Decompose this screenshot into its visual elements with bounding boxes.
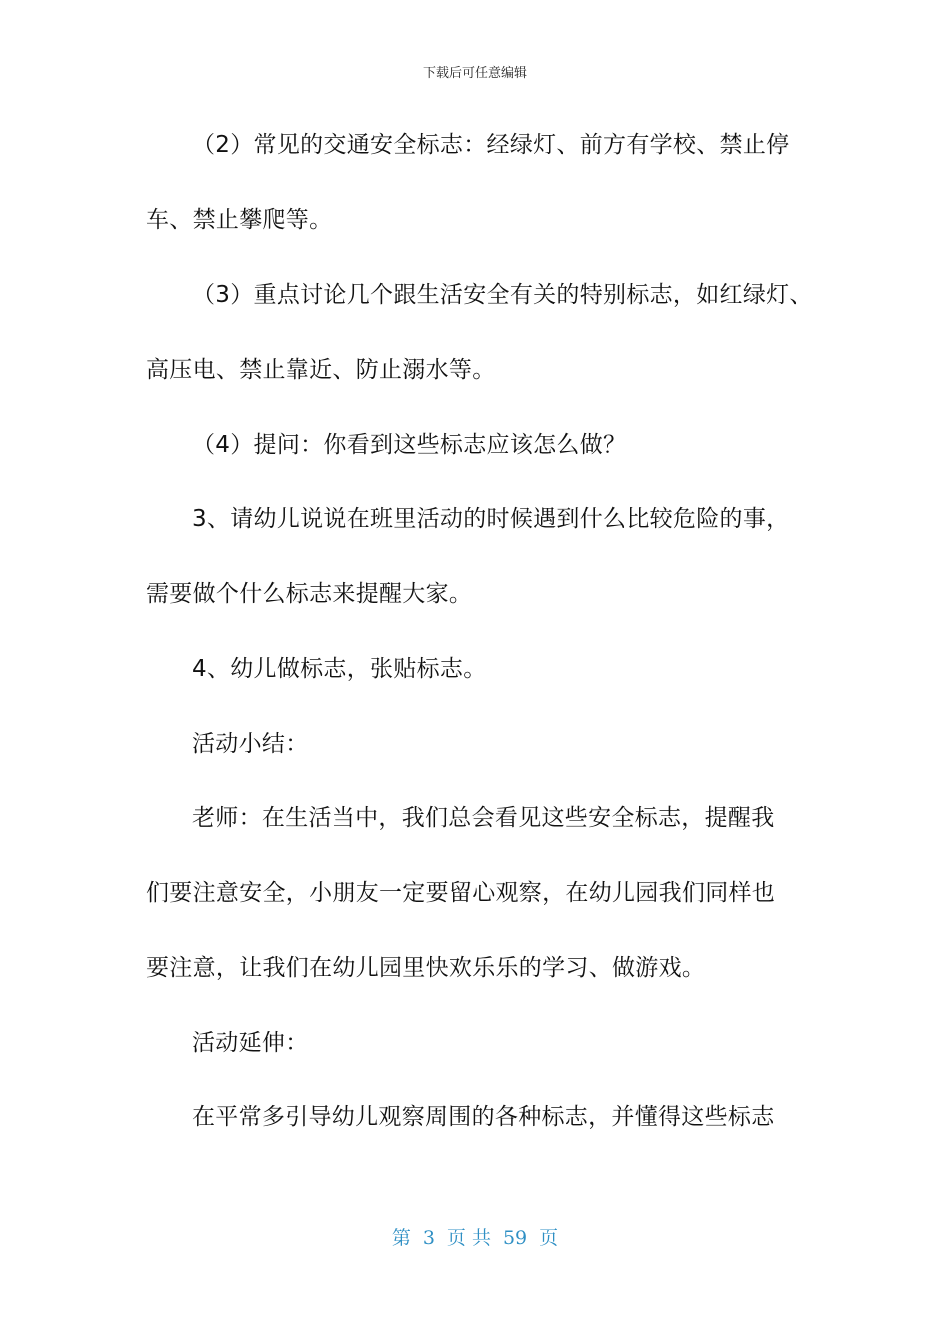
body-line-2: 车、禁止攀爬等。 [146, 207, 333, 233]
body-line-12: 要注意，让我们在幼儿园里快欢乐乐的学习、做游戏。 [146, 955, 706, 981]
footer-prefix: 第 [391, 1227, 411, 1249]
body-line-8: 4、幼儿做标志，张贴标志。 [192, 656, 487, 682]
footer-page-number: 3 [422, 1227, 435, 1249]
body-line-5: （4）提问：你看到这些标志应该怎么做？ [192, 432, 627, 458]
footer-total-pages: 59 [502, 1227, 528, 1249]
footer-middle: 页 共 [446, 1227, 491, 1249]
body-line-6: 3、请幼儿说说在班里活动的时候遇到什么比较危险的事， [192, 506, 790, 532]
page-header: 下载后可任意编辑 [422, 66, 527, 81]
page-footer [0, 1226, 950, 1250]
body-line-10: 老师：在生活当中，我们总会看见这些安全标志，提醒我 [192, 805, 775, 831]
body-line-1: （2）常见的交通安全标志：经绿灯、前方有学校、禁止停 [192, 132, 790, 158]
body-line-3: （3）重点讨论几个跟生活安全有关的特别标志，如红绿灯、 [192, 282, 813, 308]
footer-suffix: 页 [539, 1227, 559, 1249]
body-line-13: 活动延伸： [192, 1030, 309, 1056]
body-line-9: 活动小结： [192, 731, 309, 757]
body-line-11: 们要注意安全，小朋友一定要留心观察，在幼儿园我们同样也 [146, 880, 776, 906]
body-line-14: 在平常多引导幼儿观察周围的各种标志，并懂得这些标志 [192, 1104, 775, 1130]
body-line-7: 需要做个什么标志来提醒大家。 [146, 581, 473, 607]
body-line-4: 高压电、禁止靠近、防止溺水等。 [146, 357, 496, 383]
